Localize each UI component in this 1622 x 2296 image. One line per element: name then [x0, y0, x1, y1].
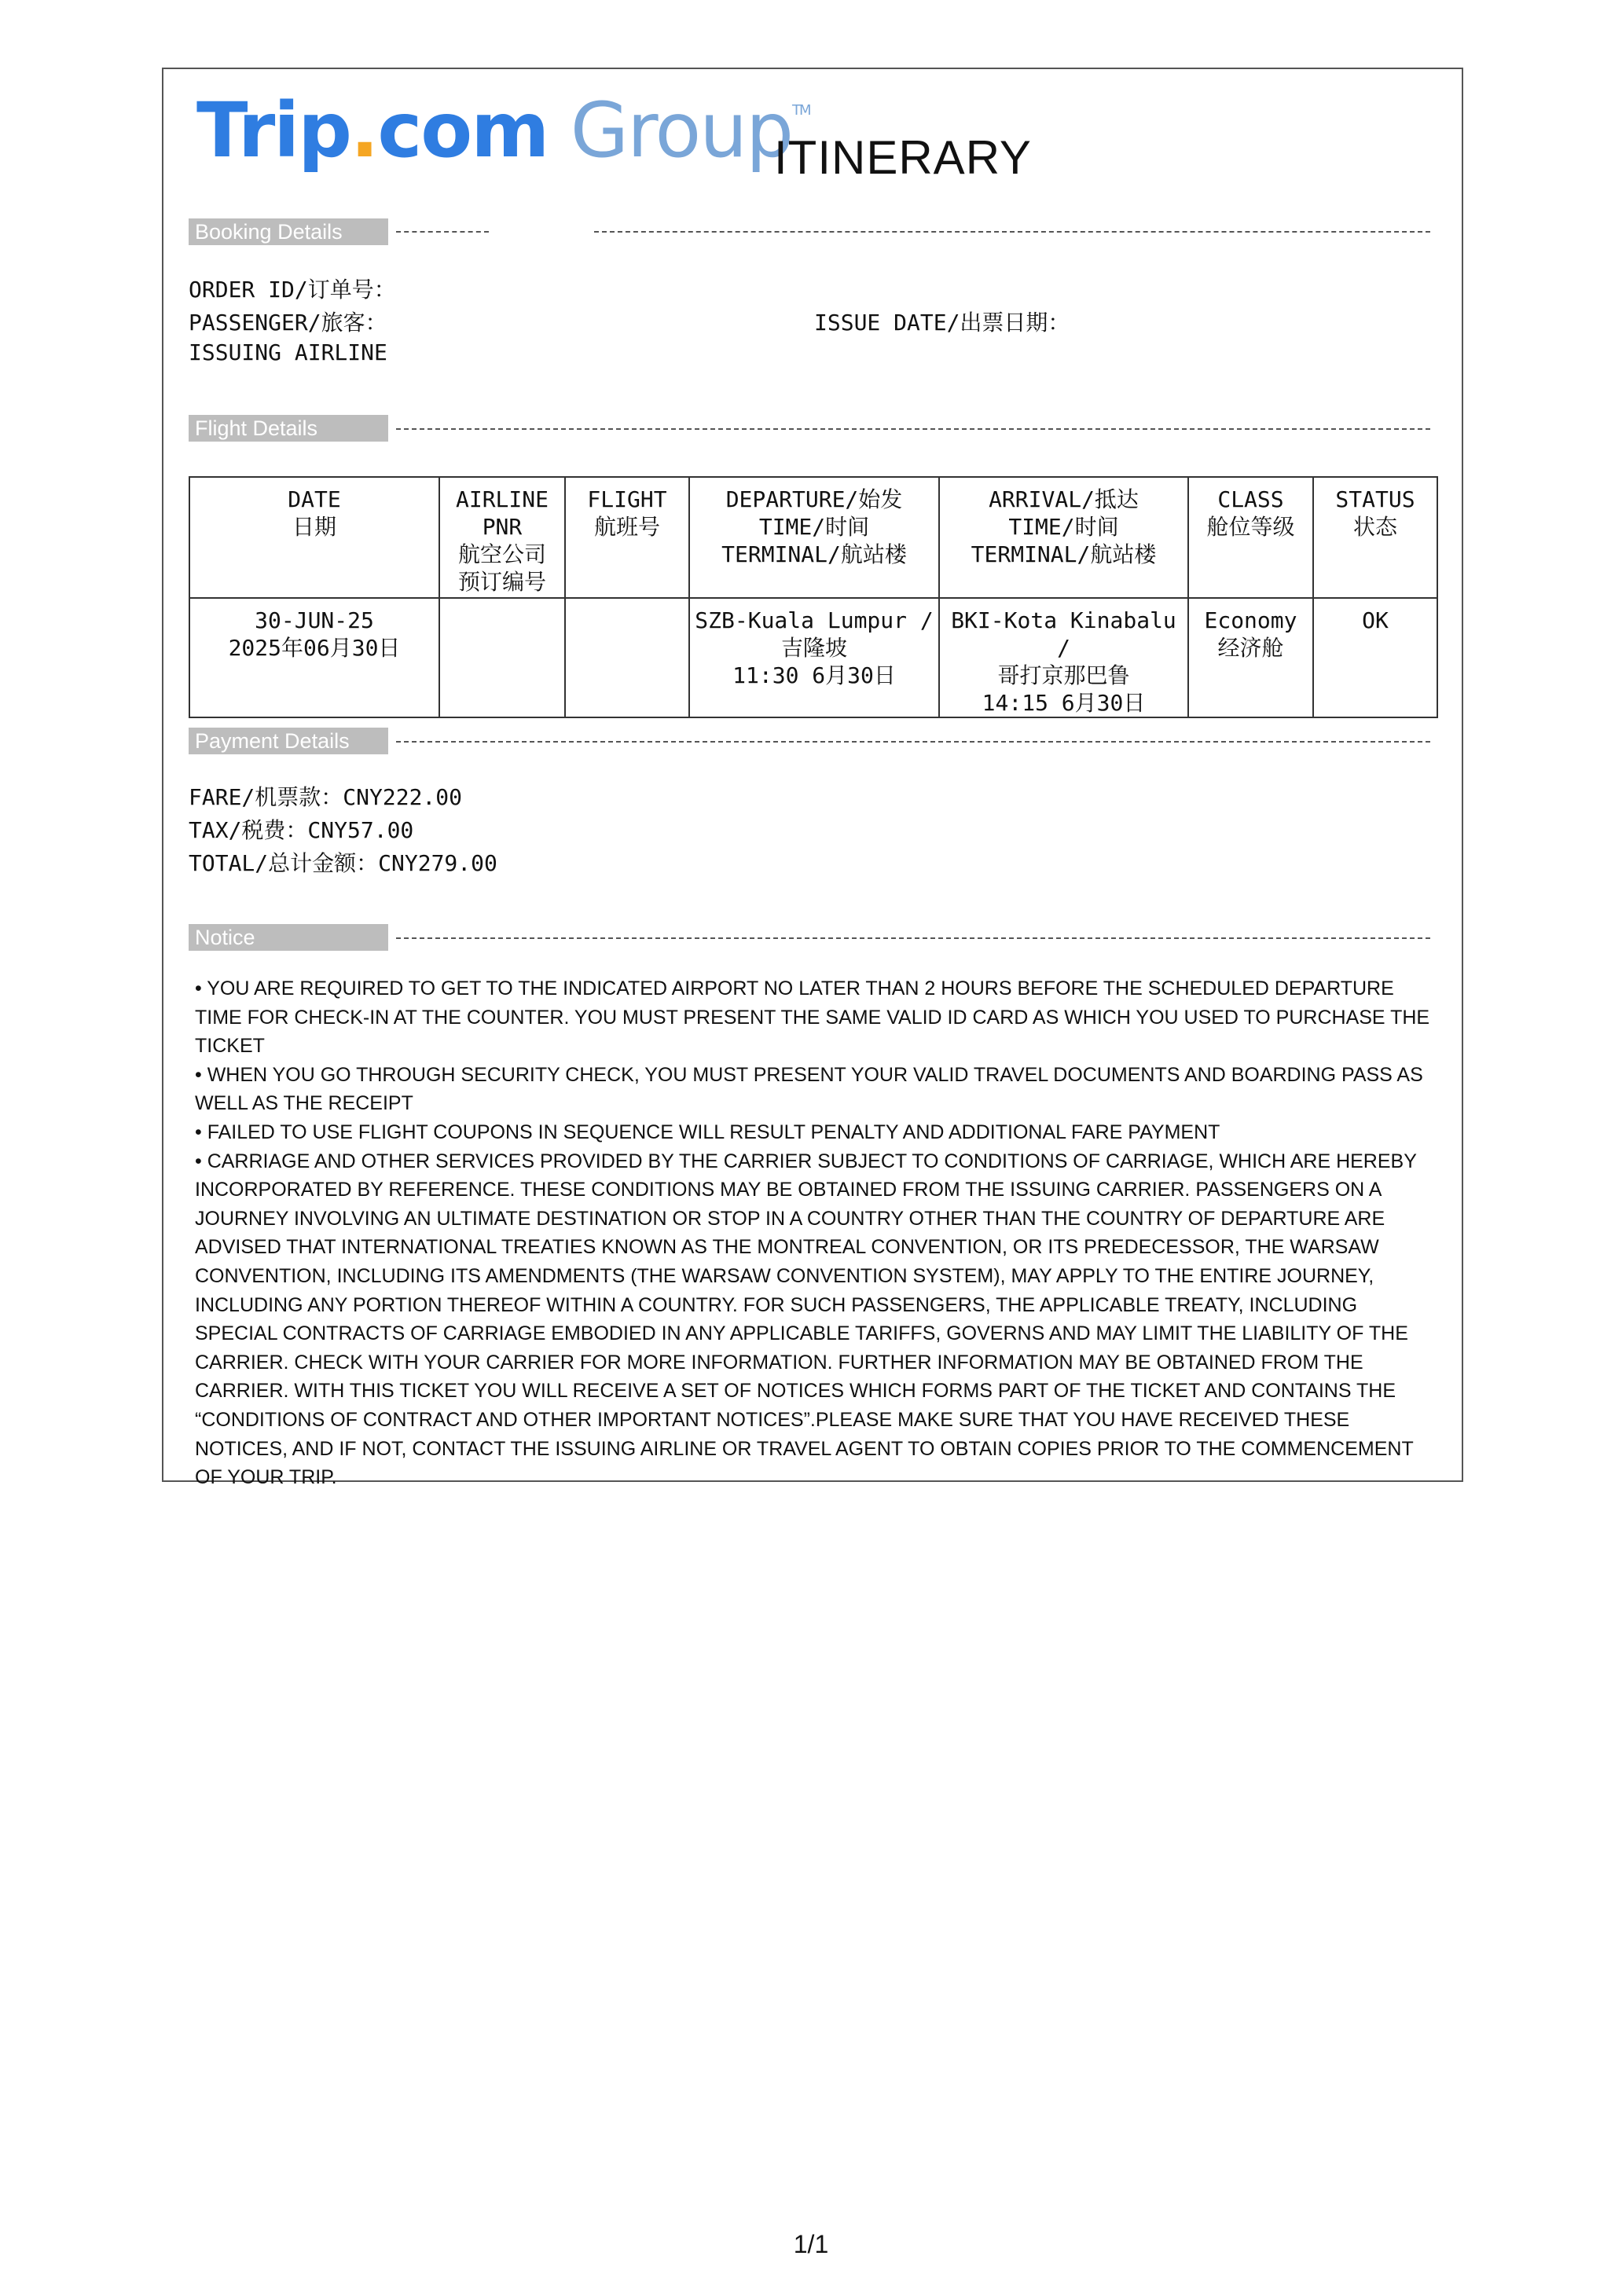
payment-details-header: Payment Details: [189, 728, 388, 754]
page-title: ITINERARY: [774, 131, 1032, 184]
notice-item: • WHEN YOU GO THROUGH SECURITY CHECK, YOU MUST PRESENT YOUR VALID TRAVEL DOCUMENTS AND BOARDING PASS AS WELL AS THE RECEIPT: [195, 1063, 1423, 1115]
notice-body: [195, 974, 1437, 1492]
col-header-departure: DEPARTURE/始发 TIME/时间 TERMINAL/航站楼: [689, 477, 939, 598]
col-header-arrival: ARRIVAL/抵达 TIME/时间 TERMINAL/航站楼: [939, 477, 1188, 598]
cell-class: Economy 经济舱: [1188, 598, 1313, 717]
notice-item: • YOU ARE REQUIRED TO GET TO THE INDICATED AIRPORT NO LATER THAN 2 HOURS BEFORE THE SCHEDULED DEPARTURE TIME FOR CHECK-IN AT THE COUNTER. YOU MUST PRESENT THE SAME VALID ID CARD AS WHICH YOU USED TO PURCHASE THE TICKET: [195, 977, 1430, 1058]
cell-status: OK: [1313, 598, 1437, 717]
divider: [396, 428, 1430, 430]
col-header-status: STATUS 状态: [1313, 477, 1437, 598]
tripcom-group-logo: Trip.com Group™: [196, 86, 810, 174]
notice-header: Notice: [189, 924, 388, 951]
cell-airline-pnr: [439, 598, 565, 717]
cell-departure: SZB-Kuala Lumpur / 吉隆坡 11:30 6月30日: [689, 598, 939, 717]
issuing-airline-label: ISSUING AIRLINE: [189, 339, 387, 365]
flight-table-header-row: [189, 477, 1437, 598]
cell-date: 30-JUN-25 2025年06月30日: [189, 598, 439, 717]
tax-line: TAX/税费：CNY57.00: [189, 817, 414, 843]
total-line: TOTAL/总计金额：CNY279.00: [189, 850, 497, 876]
col-header-flight: FLIGHT 航班号: [565, 477, 689, 598]
issue-date-label: ISSUE DATE/出票日期：: [814, 310, 1070, 336]
flight-table: [189, 476, 1438, 718]
divider: [396, 231, 489, 233]
divider: [594, 231, 1430, 233]
notice-item: • FAILED TO USE FLIGHT COUPONS IN SEQUENCE WILL RESULT PENALTY AND ADDITIONAL FARE PAYMENT: [195, 1120, 1220, 1143]
col-header-airline-pnr: AIRLINE PNR 航空公司 预订编号: [439, 477, 565, 598]
cell-flight: [565, 598, 689, 717]
passenger-label: PASSENGER/旅客：: [189, 310, 387, 336]
divider: [396, 937, 1430, 939]
table-row: [189, 598, 1437, 717]
col-header-date: DATE 日期: [189, 477, 439, 598]
col-header-class: CLASS 舱位等级: [1188, 477, 1313, 598]
divider: [396, 741, 1430, 743]
flight-details-header: Flight Details: [189, 415, 388, 442]
booking-details-header: Booking Details: [189, 218, 388, 245]
fare-line: FARE/机票款：CNY222.00: [189, 784, 463, 810]
cell-arrival: BKI-Kota Kinabalu / 哥打京那巴鲁 14:15 6月30日: [939, 598, 1188, 717]
notice-item: • CARRIAGE AND OTHER SERVICES PROVIDED BY THE CARRIER SUBJECT TO CONDITIONS OF CARRIAGE, WHICH ARE HEREBY INCORPORATED BY REFERENCE. THESE CONDITIONS MAY BE OBTAINED FROM THE ISSUING CARRIER. PASSENGERS ON A JOURNEY INVOLVING AN ULTIMATE DESTINATION OR STOP IN A COUNTRY OTHER THAN THE COUNTRY OF DEPARTURE ARE ADVISED THAT INTERNATIONAL TREATIES KNOWN AS THE MONTREAL CONVENTION, OR ITS PREDECESSOR, THE WARSAW CONVENTION, INCLUDING ITS AMENDMENTS (THE WARSAW CONVENTION SYSTEM), MAY APPLY TO THE ENTIRE JOURNEY, INCLUDING ANY PORTION THEREOF WITHIN A COUNTRY. FOR SUCH PASSENGERS, THE APPLICABLE TREATY, INCLUDING SPECIAL CONTRACTS OF CARRIAGE EMBODIED IN ANY APPLICABLE TARIFFS, GOVERNS AND MAY LIMIT THE LIABILITY OF THE CARRIER. CHECK WITH YOUR CARRIER FOR MORE INFORMATION. FURTHER INFORMATION MAY BE OBTAINED FROM THE CARRIER. WITH THIS TICKET YOU WILL RECEIVE A SET OF NOTICES WHICH FORMS PART OF THE TICKET AND CONTAINS THE “CONDITIONS OF CONTRACT AND OTHER IMPORTANT NOTICES”.PLEASE MAKE SURE THAT YOU HAVE RECEIVED THESE NOTICES, AND IF NOT, CONTACT THE ISSUING AIRLINE OR TRAVEL AGENT TO OBTAIN COPIES PRIOR TO THE COMMENCEMENT OF YOUR TRIP.: [195, 1150, 1417, 1489]
order-id-label: ORDER ID/订单号：: [189, 277, 396, 303]
page-number: 1/1: [793, 2230, 829, 2258]
